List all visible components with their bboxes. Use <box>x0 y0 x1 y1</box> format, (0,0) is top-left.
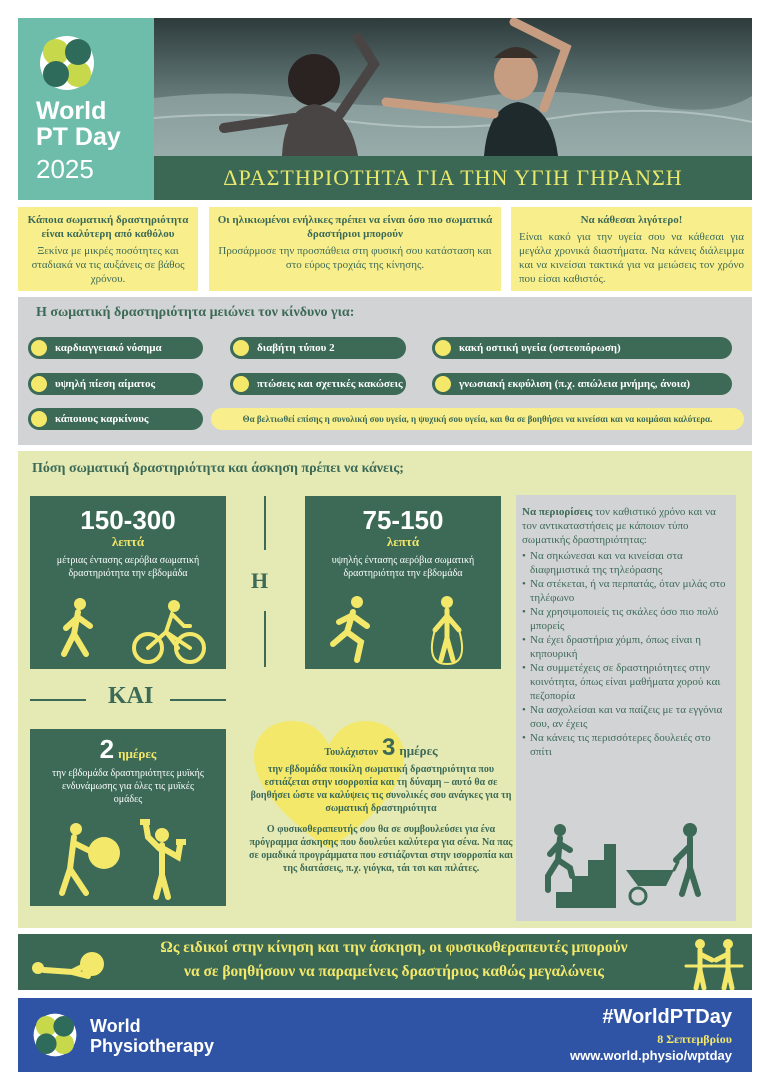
risk-reduction-panel <box>18 297 752 445</box>
logo-text-ptday: PT Day <box>36 123 121 151</box>
limit-sitting-box <box>516 495 736 921</box>
balance-heading <box>246 734 516 761</box>
divider-line <box>170 699 226 701</box>
world-pt-day-logo-mark <box>38 34 96 92</box>
limit-lead-rest: τον καθιστικό χρόνο και να τον αντικαταστήσεις με κάποιον τύπο σωματικής δραστηριότητας: <box>522 506 716 546</box>
risk-label: διαβήτη τύπου 2 <box>257 342 335 354</box>
tip-text: Προσάρμοσε την προσπάθεια στη φυσική σου κατάσταση και στο εύρος τροχιάς της κίνησης. <box>218 245 492 271</box>
strength-activity-box <box>30 729 226 906</box>
list-item: • Να έχει δραστήρια χόμπι, όπως είναι η κηπουρική <box>522 633 732 661</box>
bullet-dot <box>435 340 451 356</box>
logo-text-world: World <box>36 97 107 125</box>
footer <box>18 998 752 1072</box>
page-title-bar <box>154 156 752 200</box>
vigorous-amount: 75-150 <box>362 505 444 535</box>
risk-label: γνωσιακή εκφύλιση (π.χ. απώλεια μνήμης, άνοια) <box>459 378 691 390</box>
bullet-dot <box>233 340 249 356</box>
hero-photo <box>154 18 752 156</box>
divider-line <box>30 699 86 701</box>
overall-health-note: Θα βελτιωθεί επίσης η συνολική σου υγεία, η ψυχική σου υγεία, και θα σε βοηθήσει να κινείσαι και να κοιμάσαι καλύτερα. <box>211 408 744 430</box>
list-item: • Να συμμετέχεις σε δραστηριότητες στην κοινότητα, όπως είναι μαθήματα χορού και πεζοπορία <box>522 661 732 703</box>
divider-line <box>264 611 266 667</box>
balance-body: την εβδομάδα ποικίλη σωματική δραστηριότητα που εστιάζεται στην ισορροπία και τη δύναμη – αυτό θα σε βοηθήσει ώστε να καλύψεις τις συνολικές σου ανάγκες για τη σωματική δραστηριότητα <box>250 764 512 814</box>
band-message-line2: να σε βοηθήσουν να παραμείνεις δραστήριος καθώς μεγαλώνεις <box>184 963 604 980</box>
tip-text: Ξεκίνα με μικρές ποσότητες και σταδιακά να τις αυξάνεις σε βάθος χρόνου. <box>31 245 185 285</box>
risk-label: κάποιους καρκίνους <box>55 413 149 425</box>
risk-pill-diabetes <box>230 337 406 359</box>
physio-patient-icon <box>682 936 746 990</box>
bullet-dot <box>233 376 249 392</box>
risk-label: καρδιαγγειακό νόσημα <box>55 342 162 354</box>
tip-heading: Κάποια σωματική δραστηριότητα είναι καλύτερη από καθόλου <box>27 214 189 240</box>
divider-line <box>264 496 266 550</box>
risk-title: Η σωματική δραστηριότητα μειώνει τον κίνδυνο για: <box>36 305 355 320</box>
risk-pill-cancers <box>28 408 203 430</box>
moderate-desc: μέτριας έντασης αερόβια σωματική δραστηριότητα την εβδομάδα <box>56 555 200 579</box>
limit-list <box>522 549 732 759</box>
walking-cycling-icon <box>30 596 226 666</box>
strength-amount: 2 <box>99 734 115 764</box>
physio-advice: Ο φυσικοθεραπευτής σου θα σε συμβουλεύσει για ένα πρόγραμμα άσκησης που δουλεύει καλύτερα για σένα. Να πας σε ομαδικά προγράμματα που εστιάζονται στην ισορροπία και της διατάσεις, π.χ. γιόγκα, τάι τσι και πιλάτες. <box>249 824 513 874</box>
list-item: • Να σηκώνεσαι και να κινείσαι στα διαφημιστικά της τηλεόρασης <box>522 549 732 577</box>
footer-date: 8 Σεπτεμβρίου <box>657 1032 732 1046</box>
footer-org-line1: World <box>90 1016 141 1036</box>
tip-sit-less <box>511 207 752 291</box>
activity-guidelines-section <box>18 451 752 928</box>
balance-prefix: Τουλάχιστον <box>324 747 378 758</box>
risk-pill-falls <box>230 373 406 395</box>
tip-text: Είναι κακό για την υγεία σου να κάθεσαι για μεγάλα χρονικά διαστήματα. Να κάνεις διάλειμμα και να κινείσαι τακτικά για να μειώσεις τον χρόνο που είσαι καθιστός. <box>519 231 744 285</box>
tip-heading: Να κάθεσαι λιγότερο! <box>580 214 683 226</box>
footer-url-link[interactable]: www.world.physio/wptday <box>569 1048 732 1063</box>
bullet-dot <box>31 376 47 392</box>
vigorous-activity-box <box>305 496 501 669</box>
strength-desc: την εβδομάδα δραστηριότητες μυϊκής ενδυνάμωσης για όλες τις μυϊκές ομάδες <box>52 768 204 805</box>
strength-training-icon <box>30 819 226 901</box>
balance-amount: 3 <box>382 734 396 761</box>
tip-heading: Οι ηλικιωμένοι ενήλικες πρέπει να είναι όσο πιο σωματικά δραστήριοι μπορούν <box>217 214 493 240</box>
limit-lead <box>522 505 732 547</box>
risk-pill-cognitive-decline <box>432 373 732 395</box>
list-item: • Να χρησιμοποιείς τις σκάλες όσο πιο πολύ μπορείς <box>522 605 732 633</box>
moderate-amount: 150-300 <box>80 505 176 535</box>
risk-pill-bone-health <box>432 337 732 359</box>
list-item: • Να κάνεις τις περισσότερες δουλειές στο σπίτι <box>522 731 732 759</box>
vigorous-desc: υψηλής έντασης αερόβια σωματική δραστηριότητα την εβδομάδα <box>331 555 475 579</box>
band-message-line1: Ως ειδικοί στην κίνηση και την άσκηση, οι φυσικοθεραπευτές μπορούν <box>160 939 628 956</box>
page-title: ΔΡΑΣΤΗΡΙΟΤΗΤΑ ΓΙΑ ΤΗΝ ΥΓΙΗ ΓΗΡΑΝΣΗ <box>223 165 683 190</box>
stairs-gardening-icon <box>526 820 726 910</box>
risk-label: υψηλή πίεση αίματος <box>55 378 156 390</box>
logo-year: 2025 <box>36 154 94 184</box>
balance-activity-text <box>246 734 516 875</box>
and-label: ΚΑΙ <box>108 683 154 709</box>
balance-unit: ημέρες <box>399 743 438 758</box>
bullet-dot <box>435 376 451 392</box>
floor-exercise-icon <box>28 944 108 984</box>
vigorous-unit: λεπτά <box>386 534 420 549</box>
running-skipping-icon <box>305 594 501 668</box>
list-item: • Να στέκεται, ή να περπατάς, όταν μιλάς στο τηλέφωνο <box>522 577 732 605</box>
activity-title: Πόση σωματική δραστηριότητα και άσκηση πρέπει να κάνεις; <box>32 461 404 476</box>
footer-org-line2: Physiotherapy <box>90 1036 215 1056</box>
or-label: Η <box>251 568 269 593</box>
world-pt-day-logo <box>18 18 154 200</box>
risk-pill-blood-pressure <box>28 373 203 395</box>
list-item: • Να ασχολείσαι και να παίζεις με τα εγγόνια σου, αν έχεις <box>522 703 732 731</box>
tip-be-active <box>209 207 501 291</box>
strength-unit: ημέρες <box>118 746 157 761</box>
world-physiotherapy-logo-mark <box>32 1012 78 1058</box>
risk-label: κακή οστική υγεία (οστεοπόρωση) <box>459 342 621 354</box>
tip-some-activity <box>18 207 198 291</box>
bullet-dot <box>31 411 47 427</box>
limit-lead-bold: Να περιορίσεις <box>522 506 593 518</box>
footer-hashtag[interactable]: #WorldPTDay <box>602 1006 732 1028</box>
physio-message-band <box>18 934 752 990</box>
moderate-activity-box <box>30 496 226 669</box>
moderate-unit: λεπτά <box>111 534 145 549</box>
risk-pill-cardiovascular <box>28 337 203 359</box>
bullet-dot <box>31 340 47 356</box>
strength-heading <box>30 735 226 763</box>
risk-label: πτώσεις και σχετικές κακώσεις <box>257 378 403 390</box>
